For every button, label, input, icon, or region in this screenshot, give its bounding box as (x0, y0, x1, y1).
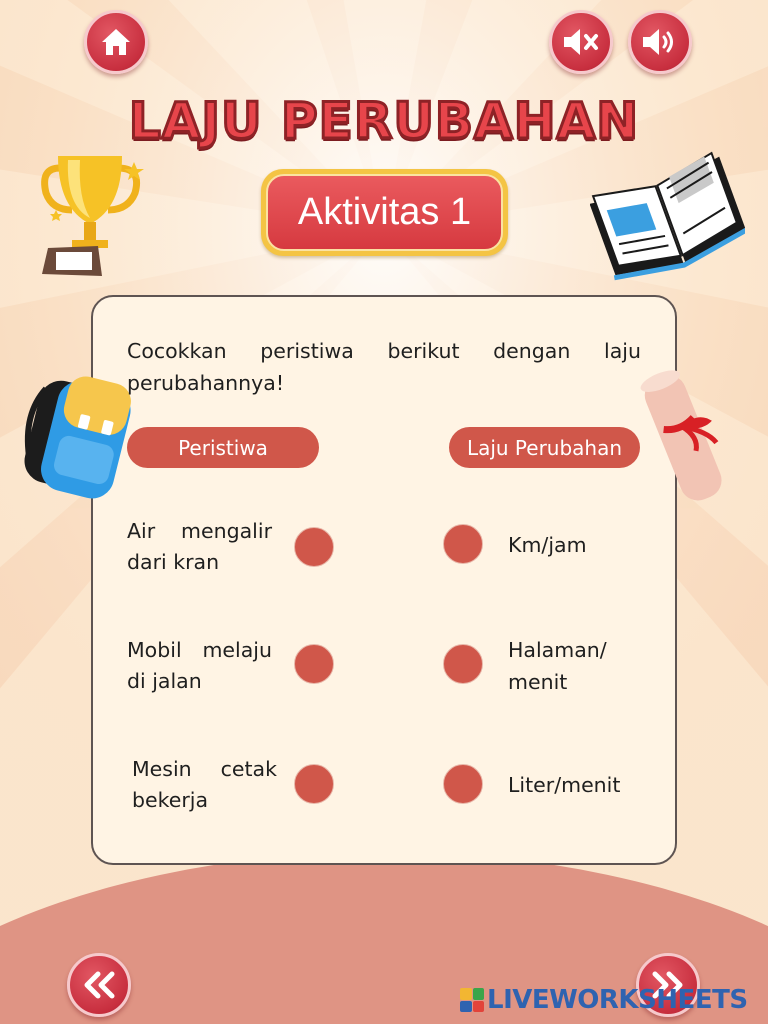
rate-item: Halaman/ menit (508, 638, 607, 694)
instruction-text: Cocokkan peristiwa berikut dengan laju perubahannya! (127, 339, 641, 395)
double-chevron-left-icon (81, 970, 117, 1000)
event-match-dot[interactable] (294, 527, 334, 567)
event-match-dot[interactable] (294, 644, 334, 684)
brand-watermark (460, 983, 748, 1017)
page-title: LAJU PERUBAHAN (128, 92, 640, 150)
mute-button[interactable] (549, 10, 613, 74)
rate-match-dot[interactable] (443, 644, 483, 684)
backpack-icon (14, 368, 144, 500)
previous-button[interactable] (67, 953, 131, 1017)
right-column-header: Laju Perubahan (449, 427, 640, 468)
event-match-dot[interactable] (294, 764, 334, 804)
home-button[interactable] (84, 10, 148, 74)
left-column-header: Peristiwa (127, 427, 319, 468)
event-item: Mesin cetak bekerja (132, 757, 277, 812)
brand-logo-icon (460, 988, 484, 1012)
activity-label: Aktivitas 1 (266, 174, 503, 251)
brand-text: LIVEWORKSHEETS (487, 985, 748, 1015)
trophy-icon (38, 148, 153, 278)
speaker-on-icon (640, 26, 680, 58)
diploma-icon (628, 362, 743, 512)
home-icon (99, 26, 133, 58)
event-item: Air mengalir dari kran (127, 519, 272, 574)
rate-match-dot[interactable] (443, 524, 483, 564)
activity-badge (261, 169, 508, 256)
book-icon (590, 148, 745, 283)
event-item: Mobil melaju di jalan (127, 638, 272, 693)
rate-item: Km/jam (508, 533, 587, 557)
rate-item: Liter/menit (508, 773, 621, 797)
rate-match-dot[interactable] (443, 764, 483, 804)
speaker-mute-icon (561, 26, 601, 58)
sound-button[interactable] (628, 10, 692, 74)
